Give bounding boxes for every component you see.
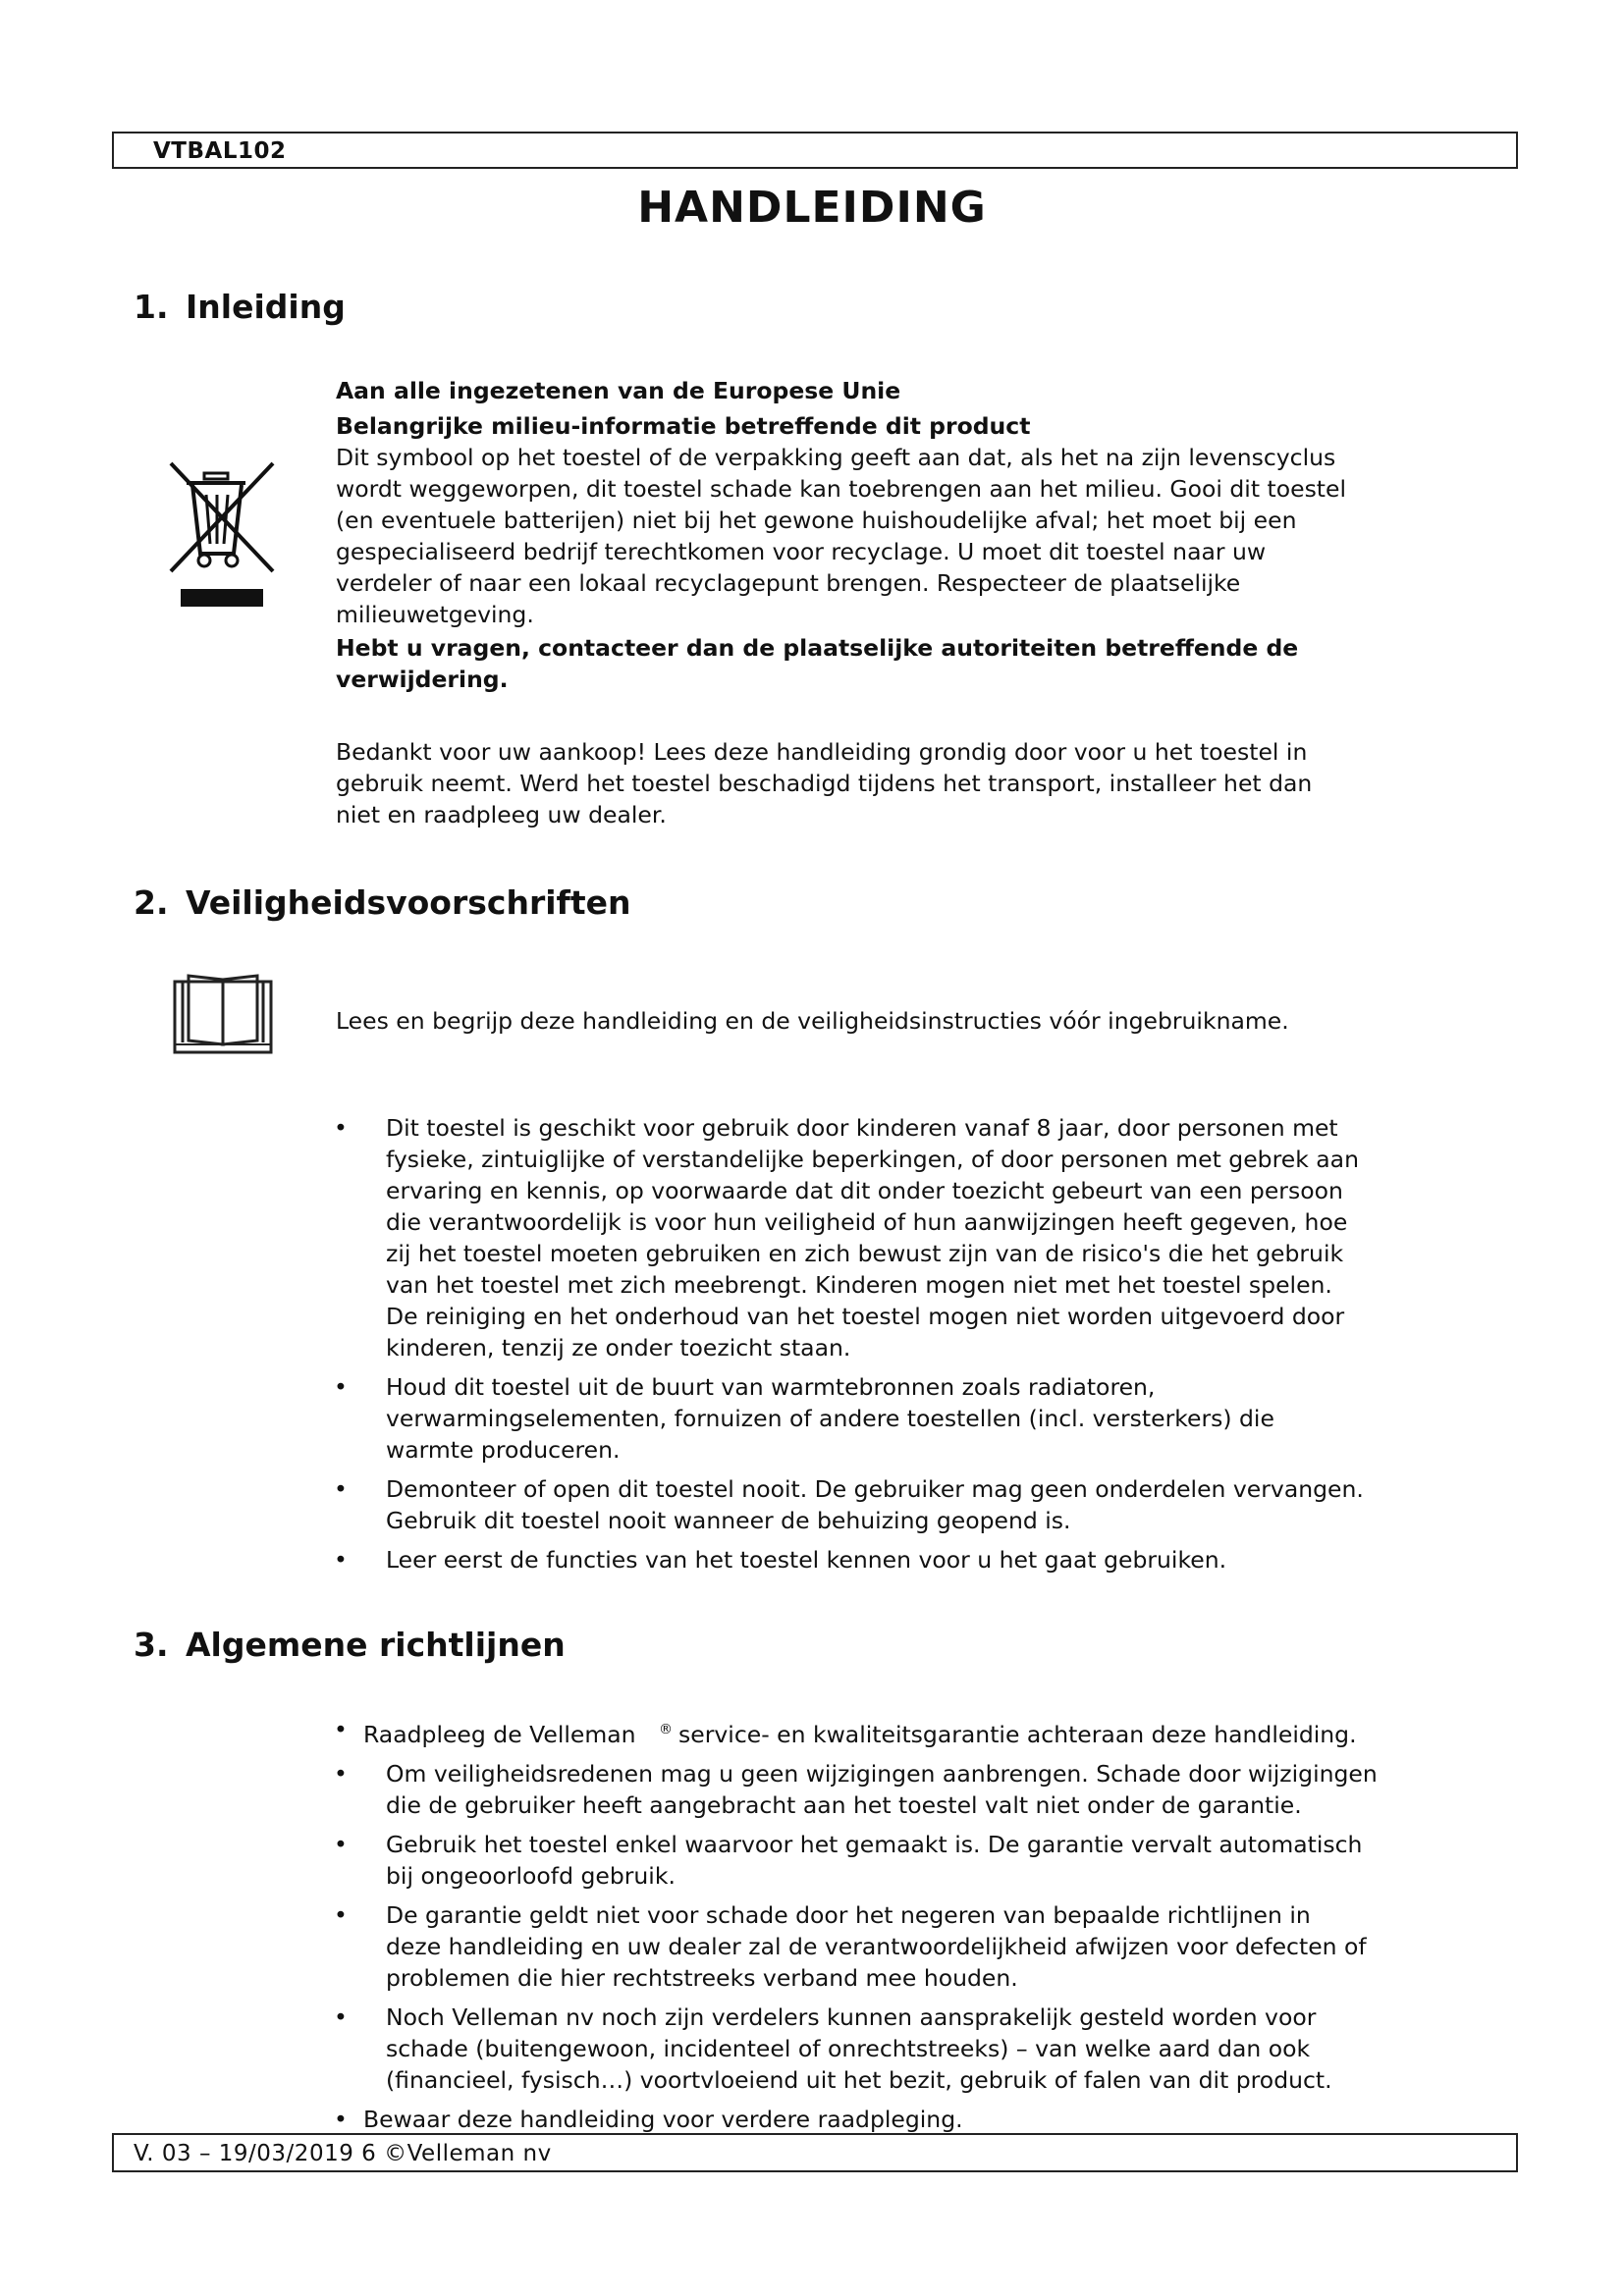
- item-line: Om veiligheidsredenen mag u geen wijzigingen aanbrengen. Schade door wijzigingen: [386, 1759, 1378, 1788]
- footer-bar: [112, 2133, 1518, 2172]
- safety-list: [334, 1112, 1473, 1583]
- body-line: gespecialiseerd bedrijf terechtkomen voor recyclage. U moet dit toestel naar uw: [336, 538, 1267, 565]
- bullet: •: [334, 1546, 348, 1574]
- item-line: Noch Velleman nv noch zijn verdelers kunnen aansprakelijk gesteld worden voor: [386, 2002, 1317, 2031]
- item-line: verwarmingselementen, fornuizen of andere toestellen (incl. versterkers) die: [386, 1405, 1274, 1432]
- body-line: Dit symbool op het toestel of de verpakking geeft aan dat, als het na zijn levenscyclus: [336, 444, 1336, 471]
- list-item: [334, 1371, 1473, 1466]
- contact-notice-line: Hebt u vragen, contacteer dan de plaatselijke autoriteiten betreffende de: [336, 634, 1299, 662]
- item-line: De garantie geldt niet voor schade door het negeren van bepaalde richtlijnen in: [386, 1900, 1311, 1929]
- document-title: HANDLEIDING: [637, 183, 987, 233]
- body-line: (en eventuele batterijen) niet bij het gewone huishoudelijke afval; het moet bij een: [336, 507, 1297, 534]
- contact-notice-line: verwijdering.: [336, 666, 509, 693]
- item-text: service- en kwaliteitsgarantie achteraan deze handleiding.: [678, 1720, 1357, 1748]
- bullet: •: [334, 1114, 348, 1142]
- item-line: De reiniging en het onderhoud van het toestel mogen niet worden uitgevoerd door: [386, 1303, 1345, 1330]
- item-line: Gebruik dit toestel nooit wanneer de behuizing geopend is.: [386, 1507, 1071, 1534]
- item-line: warmte produceren.: [386, 1436, 621, 1464]
- item-line: die verantwoordelijk is voor hun veiligheid of hun aanwijzingen heeft gegeven, hoe: [386, 1208, 1348, 1236]
- section-number: 2.: [134, 883, 169, 922]
- environment-heading: Belangrijke milieu-informatie betreffende dit product: [336, 412, 1031, 440]
- list-item: [334, 1829, 1473, 1892]
- section-heading-1: [134, 288, 346, 326]
- bullet: •: [334, 2105, 348, 2133]
- item-line: die de gebruiker heeft aangebracht aan het toestel valt niet onder de garantie.: [386, 1790, 1302, 1819]
- weee-notice: [336, 375, 1514, 695]
- thanks-line: Bedankt voor uw aankoop! Lees deze handleiding grondig door voor u het toestel in: [336, 738, 1308, 766]
- list-item: [334, 2104, 1473, 2135]
- section-title: Inleiding: [186, 288, 346, 326]
- section-number: 1.: [134, 288, 169, 326]
- list-item: [334, 1544, 1473, 1575]
- item-line: Dit toestel is geschikt voor gebruik door kinderen vanaf 8 jaar, door personen met: [386, 1114, 1338, 1142]
- bullet: •: [334, 1900, 348, 1929]
- weee-crossed-bin-icon: [167, 459, 277, 615]
- section-number: 3.: [134, 1626, 169, 1664]
- section-title: Veiligheidsvoorschriften: [186, 883, 631, 922]
- general-guidelines-list: [334, 1714, 1473, 2143]
- body-line: verdeler of naar een lokaal recyclagepunt brengen. Respecteer de plaatselijke: [336, 569, 1241, 597]
- version-footer: V. 03 – 19/03/2019 6 ©Velleman nv: [134, 2141, 552, 2166]
- item-line: van het toestel met zich meebrengt. Kinderen mogen niet met het toestel spelen.: [386, 1271, 1332, 1299]
- item-text: Raadpleeg de Velleman: [363, 1720, 636, 1748]
- bullet: •: [334, 1475, 348, 1503]
- section-heading-2: [134, 883, 631, 922]
- read-manual-instruction: [336, 1005, 1514, 1037]
- body-line: milieuwetgeving.: [336, 601, 534, 628]
- list-item: [334, 1899, 1473, 1994]
- manual-book-icon: [173, 974, 273, 1058]
- item-line: Houd dit toestel uit de buurt van warmtebronnen zoals radiatoren,: [386, 1373, 1156, 1401]
- read-manual-text: Lees en begrijp deze handleiding en de veiligheidsinstructies vóór ingebruikname.: [336, 1007, 1289, 1035]
- bullet: •: [334, 2002, 348, 2031]
- section-heading-3: [134, 1626, 566, 1664]
- item-line: zij het toestel moeten gebruiken en zich bewust zijn van de risico's die het gebruik: [386, 1240, 1344, 1267]
- item-line: schade (buitengewoon, incidenteel of onrechtstreeks) – van welke aard dan ook: [386, 2034, 1311, 2062]
- body-line: wordt weggeworpen, dit toestel schade kan toebrengen aan het milieu. Gooi dit toestel: [336, 475, 1347, 503]
- registered-mark: ®: [659, 1722, 674, 1737]
- item-text: Bewaar deze handleiding voor verdere raadpleging.: [363, 2105, 963, 2133]
- list-item: [334, 1714, 1473, 1750]
- item-line: bij ongeoorloofd gebruik.: [386, 1861, 676, 1890]
- product-code: VTBAL102: [153, 138, 287, 164]
- header-bar: [112, 132, 1518, 169]
- list-item: [334, 1758, 1473, 1821]
- list-item: [334, 2002, 1473, 2096]
- item-line: kinderen, tenzij ze onder toezicht staan.: [386, 1334, 851, 1362]
- bullet: •: [334, 1830, 348, 1858]
- bullet: •: [334, 1759, 348, 1788]
- bullet: •: [334, 1716, 348, 1743]
- item-line: (financieel, fysisch…) voortvloeiend uit het bezit, gebruik of falen van dit product.: [386, 2065, 1332, 2094]
- item-line: problemen die hier rechtstreeks verband mee houden.: [386, 1963, 1018, 1992]
- thanks-line: gebruik neemt. Werd het toestel beschadigd tijdens het transport, installeer het dan: [336, 770, 1313, 797]
- item-line: ervaring en kennis, op voorwaarde dat dit onder toezicht gebeurt van een persoon: [386, 1177, 1343, 1204]
- item-line: Leer eerst de functies van het toestel kennen voor u het gaat gebruiken.: [386, 1546, 1227, 1574]
- item-line: Gebruik het toestel enkel waarvoor het gemaakt is. De garantie vervalt automatisch: [386, 1830, 1363, 1858]
- thank-you-paragraph: [336, 736, 1514, 830]
- item-line: Demonteer of open dit toestel nooit. De gebruiker mag geen onderdelen vervangen.: [386, 1475, 1364, 1503]
- item-line: fysieke, zintuiglijke of verstandelijke beperkingen, of door personen met gebrek aan: [386, 1146, 1359, 1173]
- eu-heading: Aan alle ingezetenen van de Europese Unie: [336, 377, 901, 404]
- list-item: [334, 1473, 1473, 1536]
- thanks-line: niet en raadpleeg uw dealer.: [336, 801, 667, 828]
- section-title: Algemene richtlijnen: [186, 1626, 566, 1664]
- item-line: deze handleiding en uw dealer zal de verantwoordelijkheid afwijzen voor defecten of: [386, 1932, 1367, 1960]
- bullet: •: [334, 1373, 348, 1401]
- list-item: [334, 1112, 1473, 1363]
